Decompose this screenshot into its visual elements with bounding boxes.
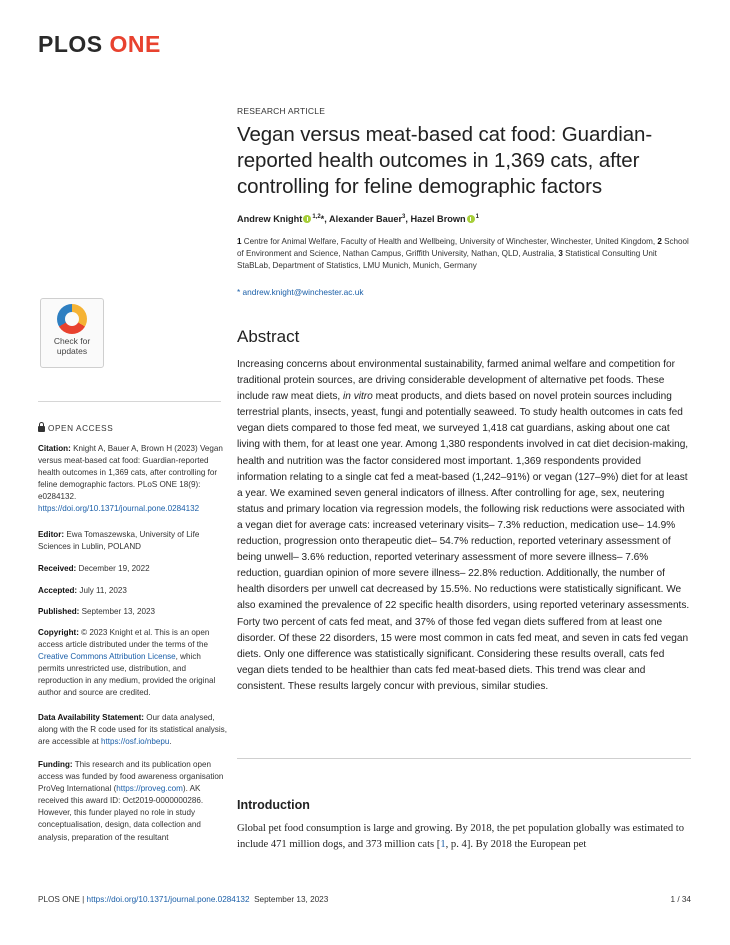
orcid-icon[interactable] [467, 215, 475, 223]
citation-text: Knight A, Bauer A, Brown H (2023) Vegan versus meat-based cat food: Guardian-reported health outcomes in 1,369 cats, after controlling for feline demographic factors. PLoS ONE 18(9): e0284132. [38, 444, 223, 502]
affiliation-text: Statistical Consulting Unit StaBLab, Department of Statistics, LMU Munich, Munich, Germany [237, 249, 657, 271]
article-title: Vegan versus meat-based cat food: Guardian-reported health outcomes in 1,369 cats, after controlling for feline demographic factors [237, 123, 653, 198]
check-updates-icon [57, 304, 87, 334]
unlock-icon [38, 426, 45, 432]
received-block [38, 563, 228, 575]
editor-block [38, 529, 228, 553]
author-list: Andrew Knight $^{1,2}$*, Alexander Bauer$^3$, Hazel Brown $^1$ [237, 214, 479, 225]
funding-label: Funding: [38, 760, 73, 769]
page-footer [38, 895, 328, 904]
open-access-label [38, 424, 113, 433]
author-affiliation-sup: 1,2 [312, 214, 321, 220]
abstract-italic: in vitro [343, 391, 373, 403]
check-updates-label: updates [56, 346, 88, 356]
section-divider [237, 758, 691, 759]
proveg-link[interactable]: https://proveg.com [116, 784, 183, 794]
affiliations [237, 236, 692, 273]
check-updates-label: Check for [53, 336, 91, 346]
abstract-text-part: Increasing concerns about environmental sustainability, farmed animal welfare and competition for traditional protein sources, are driving considerable development of alternative pet foods. These include raw meat diets, [237, 359, 675, 403]
affiliation-text: School of Environment and Science, Nathan Campus, Griffith University, Nathan, QLD, Australia, [237, 237, 689, 259]
published-date: September 13, 2023 [81, 607, 155, 616]
author-affiliation-sup: 3 [402, 214, 406, 220]
corresponding-mark: * [320, 214, 325, 225]
page-number: 1 / 34 [670, 895, 691, 904]
citation-doi-link[interactable]: https://doi.org/10.1371/journal.pone.0284132 [38, 504, 200, 514]
introduction-text-part: Global pet food consumption is large and growing. By 2018, the pet population globally was estimated to include 471 million dogs, and 373 million cats [ [237, 823, 685, 851]
check-for-updates-button[interactable] [40, 298, 104, 368]
abstract-heading: Abstract [237, 327, 300, 346]
reference-link[interactable]: 1 [440, 839, 446, 851]
accepted-label: Accepted: [38, 586, 78, 595]
journal-logo-one: ONE [109, 31, 161, 57]
editor-text: Ewa Tomaszewska, University of Life Sciences in Lublin, POLAND [38, 530, 200, 552]
accepted-block [38, 585, 228, 597]
author-affiliation-sup: 1 [475, 214, 479, 220]
introduction-text [237, 821, 692, 854]
data-availability-label: Data Availability Statement: [38, 713, 144, 722]
received-label: Received: [38, 564, 77, 573]
data-availability-end: . [169, 737, 172, 747]
introduction-text-part: , p. 4]. By 2018 the European pet [445, 839, 587, 851]
affiliation-number: 3 [558, 249, 563, 259]
footer-doi-link[interactable]: https://doi.org/10.1371/journal.pone.0284132 [86, 895, 250, 904]
article-type: RESEARCH ARTICLE [237, 106, 326, 116]
citation-block [38, 443, 228, 516]
received-date: December 19, 2022 [78, 564, 150, 573]
author-name[interactable]: Alexander Bauer [329, 214, 403, 225]
published-label: Published: [38, 607, 80, 616]
data-availability-block [38, 712, 228, 748]
corresponding-email[interactable]: * andrew.knight@winchester.ac.uk [237, 287, 364, 297]
journal-logo-plos: PLOS [38, 31, 103, 57]
published-block [38, 606, 228, 618]
data-availability-text: Our data analysed, along with the R code used for its statistical analysis, are accessible at [38, 713, 227, 747]
footer-journal: PLOS ONE | [38, 895, 85, 904]
abstract-text-part: meat products, and diets based on novel protein sources including terrestrial plants, insects, yeast, fungi and potentially seaweed. To study health outcomes in cats fed vegan diets compared to those fed meat, we surveyed 1,418 cat guardians, asking about one cat living with them, for at least one year. Among 1,380 respondents involved in cat diet decision-making, health and nutrition was the factor considered most important. 1,369 respondents provided information relating to a single cat fed a meat-based (1,242–91%) or vegan (127–9%) diet for at least a year. We examined seven general indicators of illness. After controlling for age, sex, neutering status and primary location via regression models, the following risk reductions were associated with a vegan diet for average cats: increased veterinary visits– 7.3% reduction, medication use– 14.9% reduction, progression onto therapeutic diet– 54.7% reduction, reported veterinary assessment of being unwell– 3.6% reduction, reported veterinary assessment of more severe illness– 7.6% reduction, guardian opinion of more severe illness– 22.8% reduction. Additionally, the number of health disorders per unwell cat decreased by 15.5%. No reductions were statistically significant. We also examined the prevalence of 22 specific health disorders, using reported veterinary assessments. Forty two percent of cats fed meat, and 37% of those fed vegan diets suffered from at least one disorder. Of these 22 disorders, 15 were most common in cats fed meat, and seven in cats fed vegan diets. Only one difference was statistically significant. Considering these results overall, cats fed vegan diets tended to be healthier than cats fed meat-based diets. This trend was clear and consistent. These results largely concur with previous, similar studies. [237, 391, 690, 692]
editor-label: Editor: [38, 530, 65, 539]
affiliation-text: Centre for Animal Welfare, Faculty of Health and Wellbeing, University of Winchester, Winchester, United Kingdom, [243, 237, 656, 246]
accepted-date: July 11, 2023 [79, 586, 127, 595]
license-link[interactable]: Creative Commons Attribution License [38, 652, 176, 662]
open-access-text: OPEN ACCESS [48, 424, 114, 433]
copyright-block [38, 627, 228, 700]
copyright-text: © 2023 Knight et al. This is an open access article distributed under the terms of the [38, 628, 210, 650]
osf-link[interactable]: https://osf.io/nbepu [101, 737, 170, 747]
abstract-text [237, 357, 692, 695]
copyright-label: Copyright: [38, 628, 79, 637]
affiliation-number: 2 [657, 237, 662, 246]
author-name[interactable]: Andrew Knight [237, 214, 303, 225]
author-name[interactable]: Hazel Brown [410, 214, 466, 225]
orcid-icon[interactable] [303, 215, 311, 223]
sidebar-divider [38, 401, 221, 402]
journal-logo [38, 31, 161, 58]
funding-text: ). AK received this award ID: Oct2019-0000000286. However, this funder played no role in study conceptualisation, design, data collection and analysis, preparation of the resultant [38, 784, 204, 842]
funding-text: This research and its publication open access was funded by food awareness organisation ProVeg International ( [38, 760, 224, 794]
affiliation-number: 1 [237, 237, 242, 246]
funding-block [38, 759, 228, 844]
citation-label: Citation: [38, 444, 71, 453]
footer-date: September 13, 2023 [254, 895, 329, 904]
introduction-heading: Introduction [237, 798, 310, 812]
copyright-text: , which permits unrestricted use, distribution, and reproduction in any medium, provided the original author and source are credited. [38, 652, 216, 698]
